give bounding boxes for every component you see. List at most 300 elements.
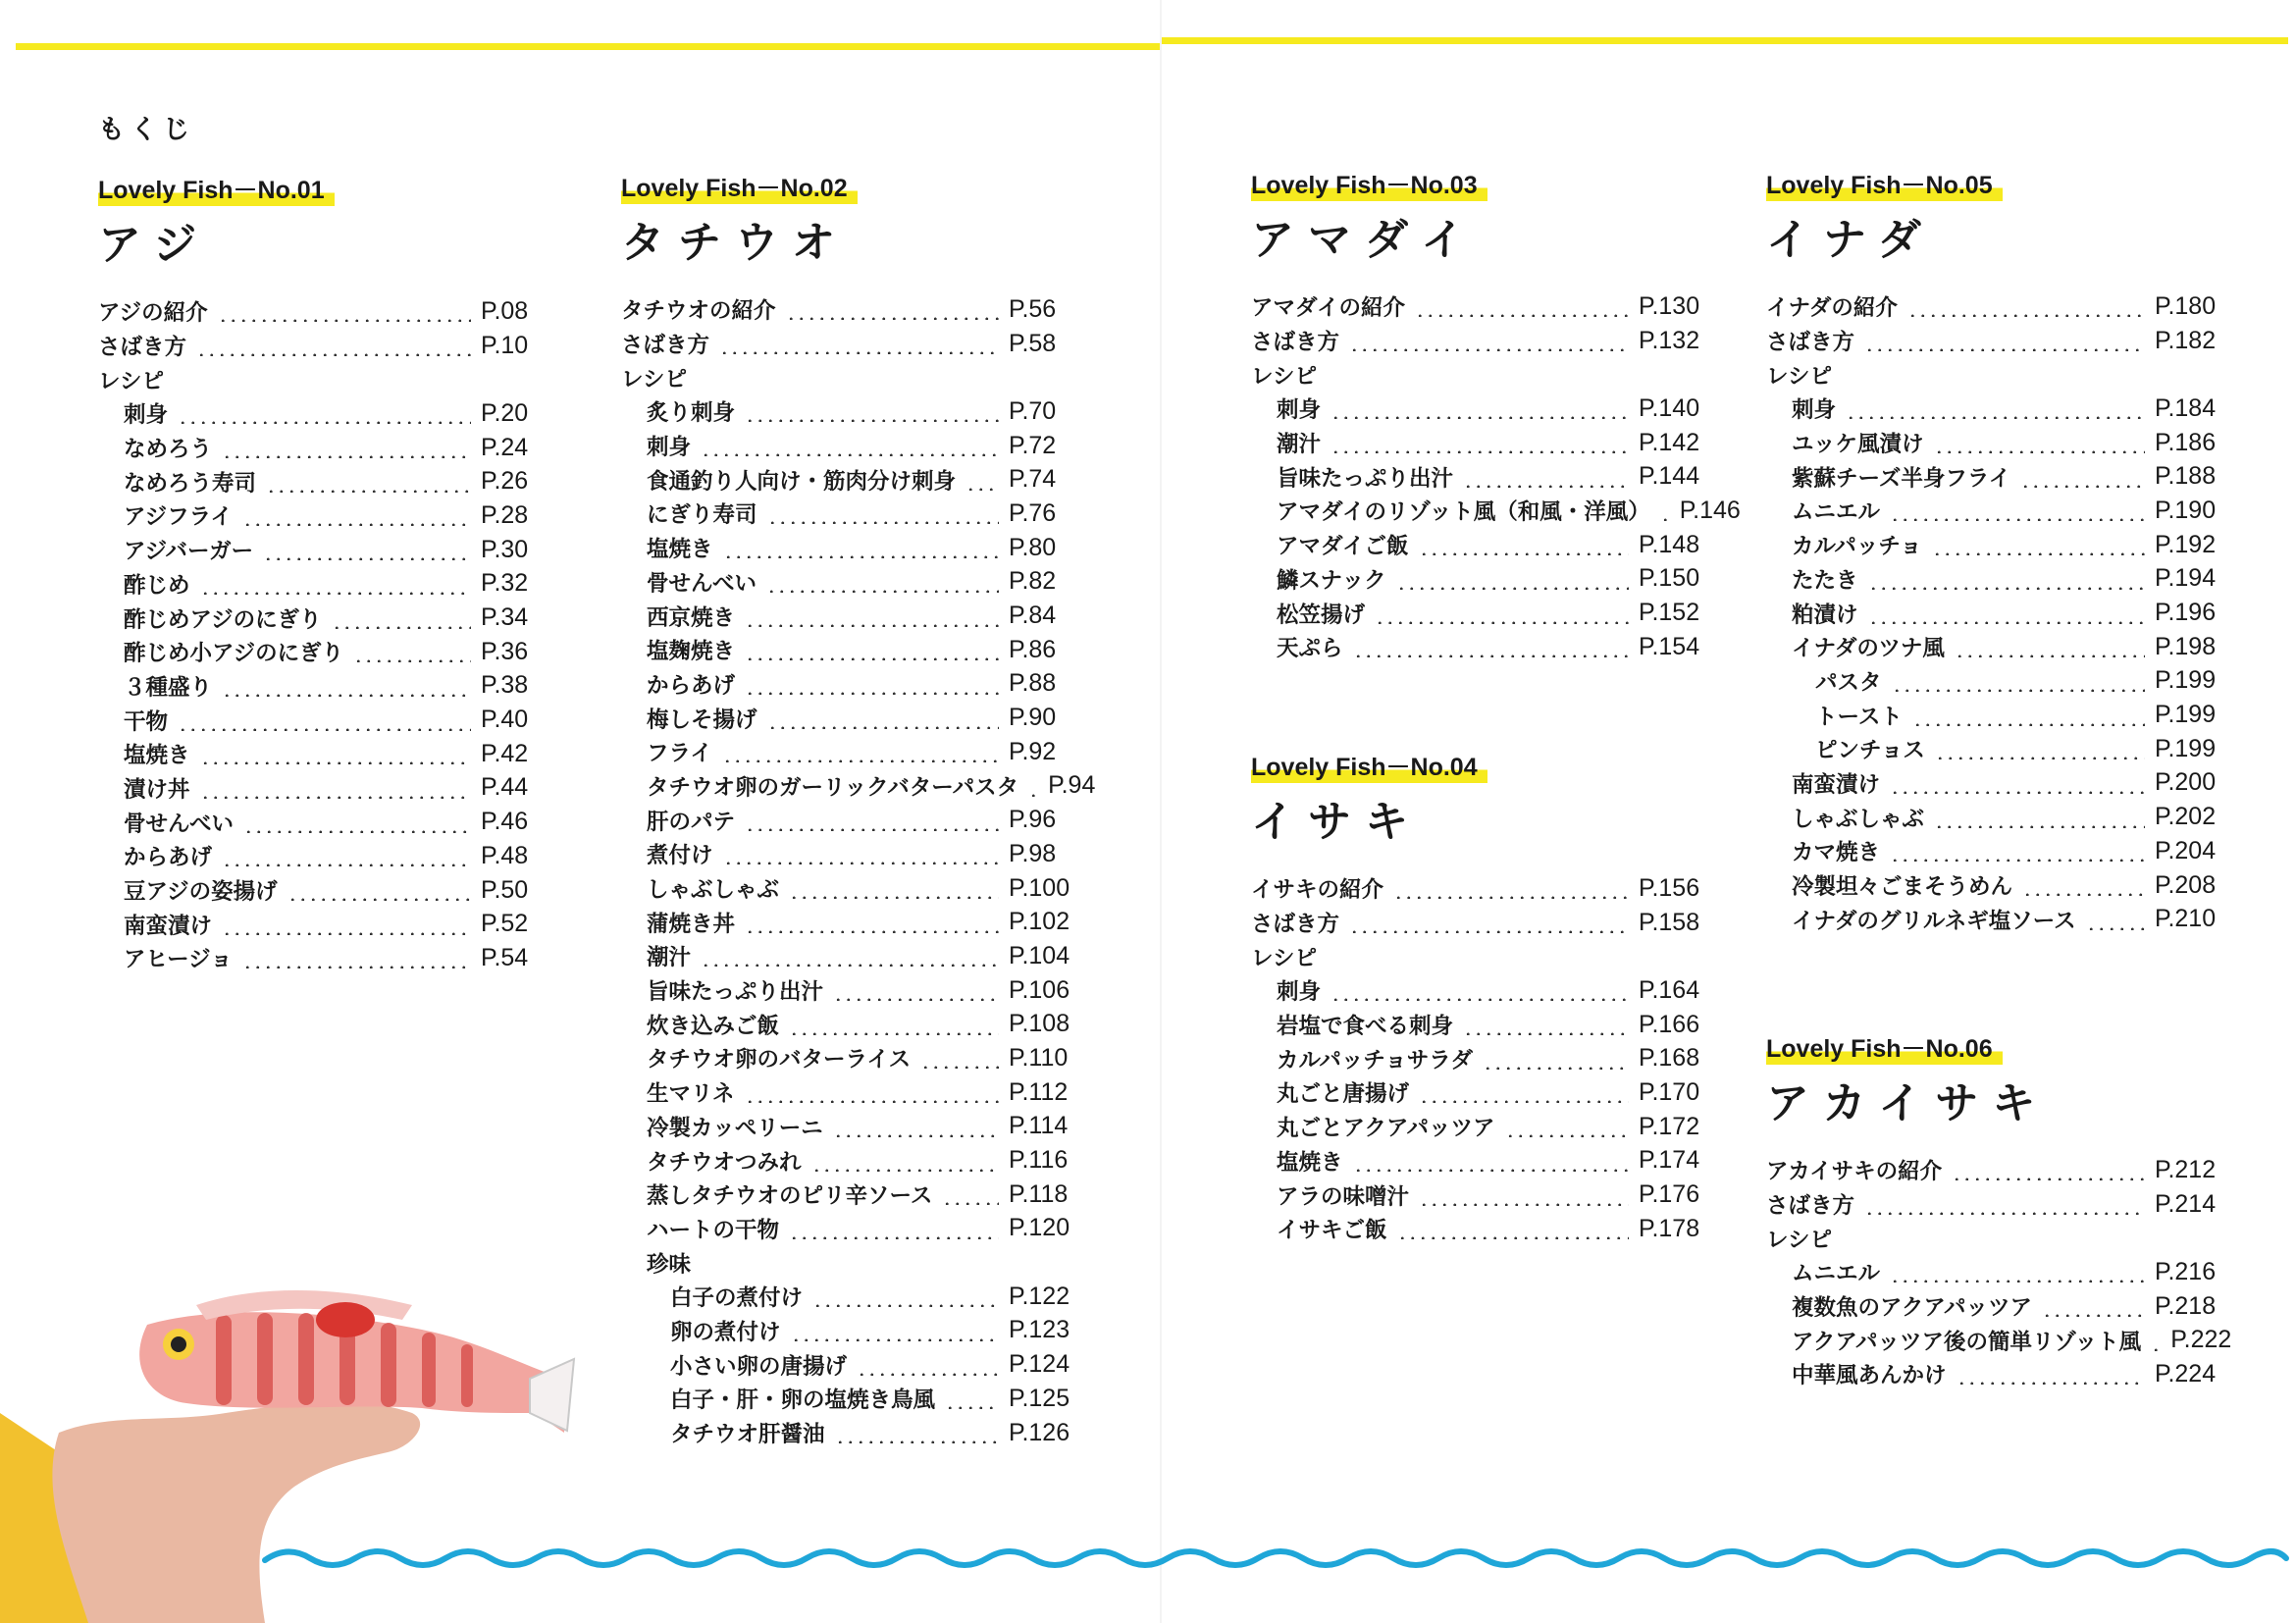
dot-leader	[1957, 1363, 2145, 1385]
toc-entry[interactable]	[98, 805, 549, 839]
toc-entry[interactable]	[98, 567, 549, 602]
toc-entry[interactable]	[621, 1212, 1077, 1246]
dot-leader	[791, 1320, 999, 1341]
toc-entry[interactable]	[621, 1007, 1077, 1041]
toc-entry-label: 蒸しタチウオのピリ辛ソース	[647, 1183, 933, 1210]
toc-entry[interactable]	[621, 837, 1077, 871]
dot-leader	[1419, 1184, 1629, 1206]
section-aji	[98, 177, 549, 975]
toc-page-number: P.184	[2155, 393, 2217, 422]
dot-leader	[1890, 840, 2145, 862]
toc-entry[interactable]	[1766, 528, 2223, 562]
toc-entry[interactable]	[621, 1382, 1077, 1416]
toc-entry[interactable]	[98, 601, 549, 635]
toc-entry-label: 塩焼き	[124, 743, 190, 769]
toc-entry[interactable]	[98, 396, 549, 431]
section-fish-name: イサキ	[1251, 797, 1422, 847]
toc-page-number: P.48	[481, 841, 529, 869]
toc-entry-label: 白子の煮付け	[670, 1285, 804, 1312]
section-fish-name: アジ	[98, 220, 211, 270]
dot-leader	[1912, 705, 2145, 726]
toc-entry[interactable]	[621, 1280, 1077, 1314]
toc-entry[interactable]	[621, 531, 1077, 565]
toc-entry-label: さばき方	[1251, 330, 1340, 356]
dot-leader	[833, 1116, 999, 1137]
dot-leader	[1028, 775, 1038, 797]
toc-entry[interactable]	[98, 669, 549, 704]
dot-leader	[745, 605, 999, 627]
toc-entry[interactable]	[1766, 1357, 2223, 1391]
dot-leader	[243, 812, 471, 833]
toc-entry[interactable]	[1766, 664, 2223, 699]
toc-entry[interactable]	[621, 667, 1077, 702]
toc-entry[interactable]	[621, 1143, 1077, 1178]
toc-entry[interactable]	[1251, 392, 1707, 426]
toc-entry-label: カルパッチョサラダ	[1277, 1047, 1474, 1073]
toc-entry[interactable]	[1251, 1144, 1707, 1178]
toc-entry[interactable]	[98, 907, 549, 941]
toc-entry-label: 骨せんべい	[647, 570, 757, 597]
dot-leader	[1397, 1218, 1629, 1239]
dot-leader	[1868, 602, 2145, 624]
toc-page-number: P.118	[1009, 1179, 1069, 1208]
dot-leader	[786, 298, 999, 320]
dot-leader	[242, 504, 471, 526]
top-bar-right	[1162, 37, 2288, 44]
toc-page-number: P.166	[1639, 1010, 1700, 1038]
toc-entry-label: 卵の煮付け	[670, 1319, 781, 1345]
toc-entry-label: さばき方	[1251, 912, 1340, 938]
toc-entry[interactable]	[1251, 324, 1707, 358]
toc-page-number: P.86	[1009, 635, 1057, 663]
dot-leader	[811, 1150, 999, 1172]
toc-page-number: P.148	[1639, 530, 1700, 558]
toc-entry-label: 炊き込みご飯	[647, 1013, 780, 1039]
toc-entry-label: にぎり寿司	[647, 502, 757, 529]
toc-subheading: レシピ	[98, 368, 164, 394]
toc-page-number: P.84	[1009, 602, 1057, 630]
toc-entry-label: フライ	[647, 741, 712, 767]
toc-subheading: レシピ	[1251, 363, 1317, 390]
toc-page-number: P.82	[1009, 567, 1057, 596]
toc-entry[interactable]	[621, 769, 1096, 804]
dot-leader	[1890, 772, 2145, 794]
toc-page-number: P.72	[1009, 431, 1057, 459]
toc-page-number: P.180	[2155, 291, 2217, 320]
toc-entry[interactable]	[621, 565, 1077, 600]
toc-page-number: P.212	[2155, 1155, 2217, 1183]
section-akaisaki	[1766, 1035, 2232, 1391]
dot-leader	[332, 607, 471, 629]
toc-entry[interactable]	[1766, 392, 2223, 426]
toc-entry-label: 塩焼き	[1277, 1149, 1343, 1176]
dot-leader	[1505, 1116, 1629, 1137]
section-tag: Lovely Fish－No.03	[1251, 172, 1487, 201]
toc-entry[interactable]	[1766, 494, 2223, 528]
toc-entry[interactable]	[1766, 1289, 2223, 1324]
toc-entry[interactable]	[1766, 834, 2223, 868]
toc-page-number: P.102	[1009, 908, 1070, 936]
toc-page-number: P.124	[1009, 1350, 1070, 1379]
toc-page-number: P.96	[1009, 806, 1057, 834]
toc-page-number: P.164	[1639, 975, 1700, 1004]
toc-entry-label: さばき方	[1766, 1193, 1855, 1220]
dot-leader	[1375, 602, 1629, 624]
toc-page-number: P.194	[2155, 564, 2217, 593]
dot-leader	[1935, 738, 2145, 759]
toc-entry-label: アジの紹介	[98, 300, 208, 327]
toc-entry-label: 岩塩で食べる刺身	[1277, 1014, 1454, 1040]
toc-entry[interactable]	[98, 294, 549, 329]
toc-entry-label: 梅しそ揚げ	[647, 707, 757, 733]
toc-entry[interactable]	[621, 803, 1077, 837]
toc-entry[interactable]	[98, 703, 549, 737]
toc-entry[interactable]	[1251, 596, 1707, 630]
toc-subheading: 珍味	[647, 1251, 692, 1278]
toc-entry[interactable]	[1766, 1153, 2223, 1187]
dot-leader	[2151, 1330, 2161, 1351]
toc-entry-label: 冷製坦々ごまそうめん	[1792, 874, 2013, 901]
toc-page-number: P.70	[1009, 396, 1057, 425]
dot-leader	[920, 1047, 999, 1069]
dot-leader	[1419, 1081, 1629, 1103]
toc-entry-label: ハートの干物	[647, 1217, 780, 1243]
toc-entry[interactable]	[621, 1416, 1077, 1450]
toc-page-number: P.132	[1639, 326, 1700, 354]
toc-entry-label: 炙り刺身	[647, 400, 736, 427]
toc-entry[interactable]	[98, 464, 549, 498]
toc-entry[interactable]	[98, 737, 549, 771]
toc-entry[interactable]	[621, 327, 1077, 361]
toc-entry-label: 紫蘇チーズ半身フライ	[1792, 465, 2011, 492]
toc-page-number: P.204	[2155, 836, 2217, 864]
toc-entry[interactable]	[621, 1347, 1077, 1382]
toc-entry[interactable]	[98, 329, 549, 363]
toc-entry[interactable]	[621, 939, 1077, 973]
toc-entry-label: からあげ	[124, 845, 213, 871]
toc-page-number: P.92	[1009, 737, 1057, 765]
dot-leader	[222, 437, 471, 458]
dot-leader	[745, 639, 999, 660]
dot-leader	[2022, 874, 2145, 896]
toc-entry[interactable]	[621, 735, 1077, 769]
dot-leader	[723, 843, 999, 864]
toc-entry-label: アジバーガー	[124, 539, 254, 565]
toc-entry-label: ピンチョス	[1815, 738, 1925, 764]
toc-page-number: P.208	[2155, 870, 2217, 899]
toc-entry[interactable]	[1251, 871, 1707, 906]
dot-leader	[287, 879, 471, 901]
toc-page-number: P.123	[1009, 1316, 1070, 1344]
toc-page-number: P.40	[481, 706, 529, 734]
section-fish-name: アマダイ	[1251, 215, 1479, 265]
dot-leader	[266, 471, 471, 493]
toc-entry[interactable]	[621, 701, 1077, 735]
toc-entry-label: 漬け丼	[124, 776, 190, 803]
section-fish-name: タチウオ	[621, 218, 849, 268]
wave-divider	[0, 1543, 2296, 1572]
toc-page-number: P.106	[1009, 975, 1070, 1004]
dot-leader	[1907, 295, 2145, 317]
toc-entry[interactable]	[621, 1075, 1077, 1110]
toc-page-number: P.190	[2155, 496, 2217, 524]
toc-page-number: P.214	[2155, 1189, 2217, 1218]
toc-page-number: P.202	[2155, 803, 2217, 831]
toc-entry[interactable]	[98, 873, 549, 908]
toc-entry[interactable]	[1251, 973, 1707, 1008]
toc-entry[interactable]	[1766, 459, 2223, 494]
toc-entry[interactable]	[621, 1041, 1077, 1075]
toc-entry[interactable]	[621, 599, 1077, 633]
toc-entry[interactable]	[1251, 289, 1707, 324]
toc-entry[interactable]	[621, 633, 1077, 667]
toc-entry-label: ムニエル	[1792, 499, 1881, 526]
toc-page-number: P.24	[481, 433, 529, 461]
toc-entry-label: 天ぷら	[1277, 636, 1343, 662]
top-bar-left	[16, 43, 1160, 50]
toc-page-number: P.46	[481, 808, 529, 836]
toc-entry[interactable]	[1766, 698, 2223, 732]
toc-page-number: P.182	[2155, 326, 2217, 354]
toc-entry-label: なめろう	[124, 437, 213, 463]
toc-entry-label: イサキの紹介	[1251, 877, 1384, 904]
toc-page-number: P.28	[481, 500, 529, 529]
toc-page-number: P.199	[2155, 734, 2217, 762]
dot-leader	[1892, 670, 2145, 692]
section-inada	[1766, 172, 2223, 936]
toc-entry-label: 食通釣り人向け・筋肉分け刺身	[647, 468, 957, 495]
toc-entry-label: アヒージョ	[124, 947, 233, 973]
section-tag: Lovely Fish－No.05	[1766, 172, 2003, 201]
dot-leader	[766, 571, 999, 593]
toc-subheading: レシピ	[1766, 363, 1832, 390]
toc-page-number: P.88	[1009, 669, 1057, 698]
toc-page-number: P.26	[481, 467, 529, 496]
toc-page-number: P.188	[2155, 462, 2217, 491]
dot-leader	[1864, 1193, 2145, 1215]
toc-entry-label: アジフライ	[124, 504, 233, 531]
toc-entry[interactable]	[621, 394, 1077, 429]
toc-entry[interactable]	[621, 1314, 1077, 1348]
toc-page-number: P.36	[481, 637, 529, 665]
toc-entry-label: 刺身	[1277, 397, 1322, 424]
toc-page-number: P.196	[2155, 599, 2217, 627]
toc-entry-label: 生マリネ	[647, 1081, 735, 1108]
toc-entry[interactable]	[1766, 766, 2223, 801]
toc-entry-label: イナダのグリルネギ塩ソース	[1792, 908, 2076, 934]
toc-entry-label: 骨せんべい	[124, 811, 235, 837]
toc-page-number: P.172	[1639, 1112, 1700, 1140]
dot-leader	[1934, 432, 2145, 453]
toc-entry-label: 潮汁	[647, 945, 692, 971]
toc-entry[interactable]	[1766, 902, 2223, 936]
toc-entry[interactable]	[621, 905, 1077, 939]
toc-entry[interactable]	[98, 941, 549, 975]
toc-entry-label: トースト	[1815, 704, 1903, 730]
toc-entry[interactable]	[1251, 459, 1707, 494]
toc-page-number: P.150	[1639, 564, 1700, 593]
toc-entry[interactable]	[1251, 562, 1707, 597]
toc-entry[interactable]	[621, 497, 1077, 531]
toc-page-number: P.140	[1639, 393, 1700, 422]
dot-leader	[701, 945, 999, 967]
toc-entry[interactable]	[1766, 324, 2223, 358]
toc-page-number: P.170	[1639, 1077, 1700, 1106]
toc-entry[interactable]	[621, 429, 1077, 463]
toc-entry-label: 酢じめアジのにぎり	[124, 606, 322, 633]
dot-leader	[218, 300, 471, 322]
toc-entry[interactable]	[1251, 1041, 1707, 1075]
toc-page-number: P.158	[1639, 908, 1700, 936]
toc-entry[interactable]	[1251, 1212, 1707, 1246]
toc-entry[interactable]	[1766, 1255, 2223, 1289]
toc-entry-label: タチウオつみれ	[647, 1149, 802, 1176]
toc-entry-label: タチウオの紹介	[621, 298, 776, 325]
toc-entry[interactable]	[1251, 1110, 1707, 1144]
dot-leader	[2020, 466, 2145, 488]
toc-entry[interactable]	[1251, 1178, 1707, 1212]
toc-entry[interactable]	[1251, 1008, 1707, 1042]
toc-entry[interactable]	[98, 771, 549, 806]
toc-entry[interactable]	[1766, 1323, 2232, 1357]
toc-entry[interactable]	[621, 871, 1077, 906]
section-fish-name: アカイサキ	[1766, 1078, 2050, 1128]
dot-leader	[1353, 1150, 1629, 1172]
toc-page-number: P.08	[481, 296, 529, 325]
toc-entry-label: 丸ごと唐揚げ	[1277, 1081, 1410, 1108]
dot-leader	[1463, 1014, 1629, 1035]
dot-leader	[1483, 1048, 1629, 1070]
toc-page-number: P.126	[1009, 1418, 1070, 1446]
toc-entry-label: 小さい卵の唐揚げ	[670, 1353, 848, 1380]
dot-leader	[1890, 499, 2145, 521]
toc-page-number: P.110	[1009, 1043, 1069, 1072]
toc-entry[interactable]	[1766, 732, 2223, 766]
toc-entry-label: 塩焼き	[647, 537, 713, 563]
toc-entry[interactable]	[1766, 1187, 2223, 1222]
toc-page-number: P.52	[481, 910, 529, 938]
dot-leader	[835, 1422, 999, 1443]
dot-leader	[942, 1183, 999, 1205]
toc-entry-label: しゃぶしゃぶ	[647, 877, 780, 904]
toc-entry-label: アカイサキの紹介	[1766, 1159, 1943, 1185]
toc-page-number: P.112	[1009, 1077, 1069, 1106]
toc-entry[interactable]	[98, 533, 549, 567]
toc-entry[interactable]	[1766, 800, 2223, 834]
toc-page-number: P.108	[1009, 1010, 1070, 1038]
dot-leader	[1463, 466, 1629, 488]
dot-leader	[789, 1014, 999, 1035]
toc-entry[interactable]	[98, 635, 549, 669]
dot-leader	[722, 741, 999, 762]
toc-page-number: P.130	[1639, 291, 1700, 320]
toc-page-number: P.104	[1009, 941, 1070, 969]
toc-entry[interactable]	[1251, 1075, 1707, 1110]
toc-page-number: P.94	[1048, 771, 1096, 800]
toc-entry-label: 塩麹焼き	[647, 639, 736, 665]
dot-leader	[1890, 1261, 2145, 1283]
toc-entry-label: 旨味たっぷり出汁	[647, 979, 824, 1006]
toc-page-number: P.168	[1639, 1044, 1700, 1073]
toc-entry-label: 干物	[124, 708, 169, 735]
toc-entry-label: 刺身	[1277, 979, 1322, 1006]
toc-entry-label: 粕漬け	[1792, 602, 1858, 628]
toc-entry-label: 白子・肝・卵の塩焼き鳥風	[670, 1387, 936, 1414]
toc-entry[interactable]	[621, 973, 1077, 1008]
toc-page-number: P.114	[1009, 1112, 1069, 1140]
toc-page-number: P.154	[1639, 632, 1700, 660]
toc-page-number: P.42	[481, 739, 529, 767]
toc-page-number: P.156	[1639, 873, 1700, 902]
toc-entry-label: アマダイのリゾット風（和風・洋風）	[1277, 499, 1650, 526]
toc-entry-label: 肝のパテ	[647, 809, 736, 835]
toc-entry[interactable]	[1251, 630, 1707, 664]
toc-entry-label: しゃぶしゃぶ	[1792, 806, 1925, 832]
toc-page-number: P.50	[481, 875, 529, 904]
dot-leader	[767, 502, 999, 524]
toc-page-number: P.144	[1639, 462, 1700, 491]
toc-entry-label: カマ焼き	[1792, 840, 1881, 866]
toc-entry[interactable]	[621, 1178, 1077, 1212]
toc-entry[interactable]	[1766, 426, 2223, 460]
toc-entry-label: アラの味噌汁	[1277, 1183, 1410, 1210]
toc-entry[interactable]	[98, 839, 549, 873]
toc-entry[interactable]	[621, 292, 1077, 327]
dot-leader	[1864, 330, 2145, 351]
toc-page-number: P.44	[481, 773, 529, 802]
dot-leader	[857, 1354, 999, 1376]
toc-page-number: P.80	[1009, 533, 1057, 561]
dot-leader	[1331, 432, 1629, 453]
dot-leader	[196, 335, 471, 356]
toc-entry[interactable]	[1766, 630, 2223, 664]
toc-entry[interactable]	[98, 498, 549, 533]
toc-entry[interactable]	[621, 462, 1077, 497]
toc-page-number: P.199	[2155, 701, 2217, 729]
toc-entry-label: 南蛮漬け	[1792, 771, 1881, 798]
toc-entry-label: タチウオ卵のバターライス	[647, 1047, 912, 1073]
dot-leader	[1846, 397, 2145, 419]
toc-page-number: P.56	[1009, 294, 1057, 323]
toc-entry-label: タチウオ肝醤油	[670, 1422, 825, 1448]
section-tachiuo	[621, 175, 1096, 1449]
toc-entry[interactable]	[1251, 494, 1741, 528]
toc-page-number: P.20	[481, 398, 529, 427]
toc-entry-label: 丸ごとアクアパッツア	[1277, 1116, 1495, 1142]
toc-entry[interactable]	[1766, 562, 2223, 597]
dot-leader	[723, 537, 999, 558]
toc-entry[interactable]	[1766, 596, 2223, 630]
toc-entry[interactable]	[621, 1110, 1077, 1144]
toc-subheading: レシピ	[1766, 1227, 1832, 1253]
toc-page-number: P.125	[1009, 1384, 1070, 1412]
toc-page-number: P.178	[1639, 1214, 1700, 1242]
toc-entry[interactable]	[1251, 906, 1707, 940]
dot-leader	[745, 673, 999, 695]
toc-entry[interactable]	[98, 431, 549, 465]
toc-entry[interactable]	[1766, 868, 2223, 903]
toc-entry-label: 酢じめ	[124, 572, 190, 599]
toc-entry-label: 刺身	[647, 435, 692, 461]
toc-entry[interactable]	[1766, 289, 2223, 324]
toc-entry[interactable]	[1251, 528, 1707, 562]
toc-entry[interactable]	[1251, 426, 1707, 460]
toc-entry-label: ムニエル	[1792, 1261, 1881, 1287]
dot-leader	[1955, 636, 2145, 657]
toc-entry-label: アクアパッツア後の簡単リゾット風	[1792, 1329, 2142, 1355]
dot-leader	[833, 979, 999, 1001]
toc-page-number: P.58	[1009, 329, 1057, 357]
